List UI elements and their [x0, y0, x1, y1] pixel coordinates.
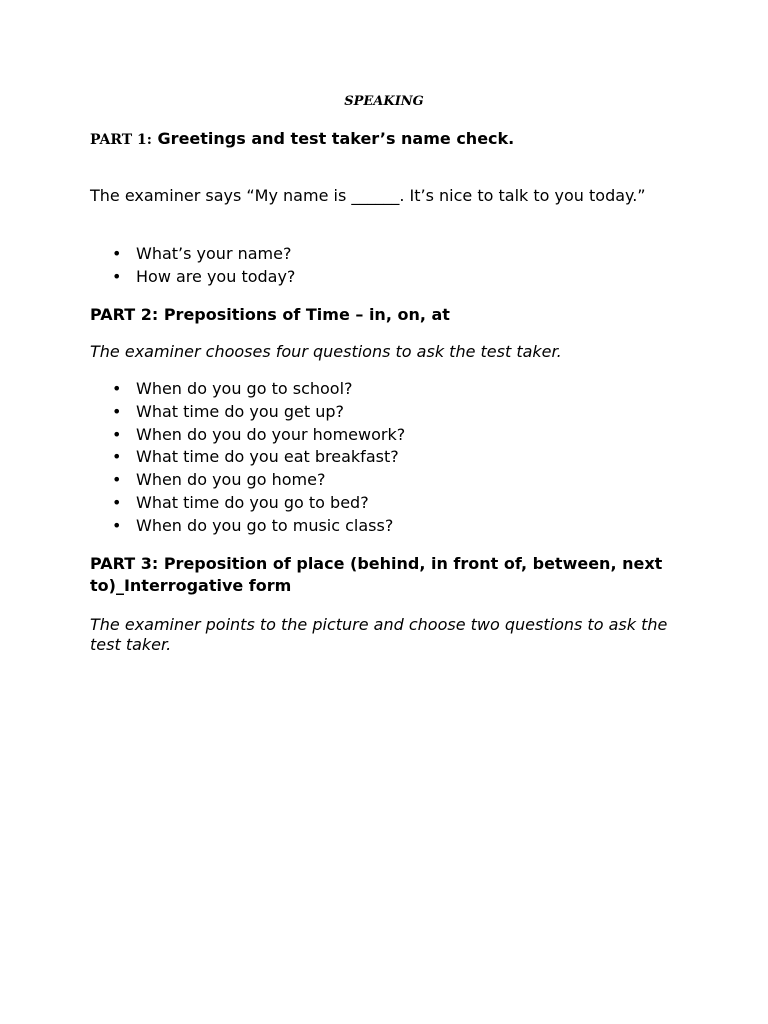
bullet-icon: •: [112, 244, 122, 263]
list-item-text: When do you go to music class?: [136, 515, 394, 535]
bullet-icon: •: [112, 447, 122, 467]
bullet-icon: •: [112, 470, 122, 490]
list-item-text: What time do you get up?: [136, 401, 345, 421]
part1-prefix: PART 1:: [90, 132, 152, 148]
bullet-icon: •: [112, 492, 122, 512]
part1-heading-text: Greetings and test taker’s name check.: [157, 129, 515, 148]
list-item: [90, 492, 690, 515]
list-item-text: When do you go to school?: [136, 379, 353, 398]
list-item-text: When do you do your homework?: [136, 424, 406, 444]
part2-instruction: The examiner chooses four questions to ask the test taker.: [90, 342, 562, 361]
list-item: [90, 378, 690, 401]
part1-question-list: [90, 243, 690, 289]
list-item-text: What time do you eat breakfast?: [136, 447, 399, 467]
bullet-icon: •: [112, 266, 122, 286]
bullet-icon: •: [112, 424, 122, 444]
part1-heading: [90, 128, 690, 151]
list-item: [90, 469, 690, 492]
part3-instruction: The examiner points to the picture and choose two questions to ask the test taker.: [90, 615, 668, 654]
list-item: [90, 515, 690, 538]
list-item: [90, 424, 690, 447]
list-item: [90, 401, 690, 424]
document-title: SPEAKING: [344, 94, 424, 109]
bullet-icon: •: [112, 379, 122, 398]
list-item: [90, 446, 690, 469]
list-item: [90, 266, 690, 289]
part2-heading: PART 2: Prepositions of Time – in, on, at: [90, 305, 450, 324]
bullet-icon: •: [112, 515, 122, 535]
bullet-icon: •: [112, 401, 122, 421]
part2-question-list: [90, 378, 690, 538]
part3-heading: PART 3: Preposition of place (behind, in front of, between, next to)_Interrogative form: [90, 554, 663, 595]
list-item: [90, 243, 690, 266]
list-item-text: What’s your name?: [136, 244, 292, 263]
part1-intro: The examiner says “My name is ______. It’s nice to talk to you today.”: [90, 186, 646, 205]
list-item-text: When do you go home?: [136, 470, 326, 490]
list-item-text: What time do you go to bed?: [136, 492, 369, 512]
list-item-text: How are you today?: [136, 266, 296, 286]
